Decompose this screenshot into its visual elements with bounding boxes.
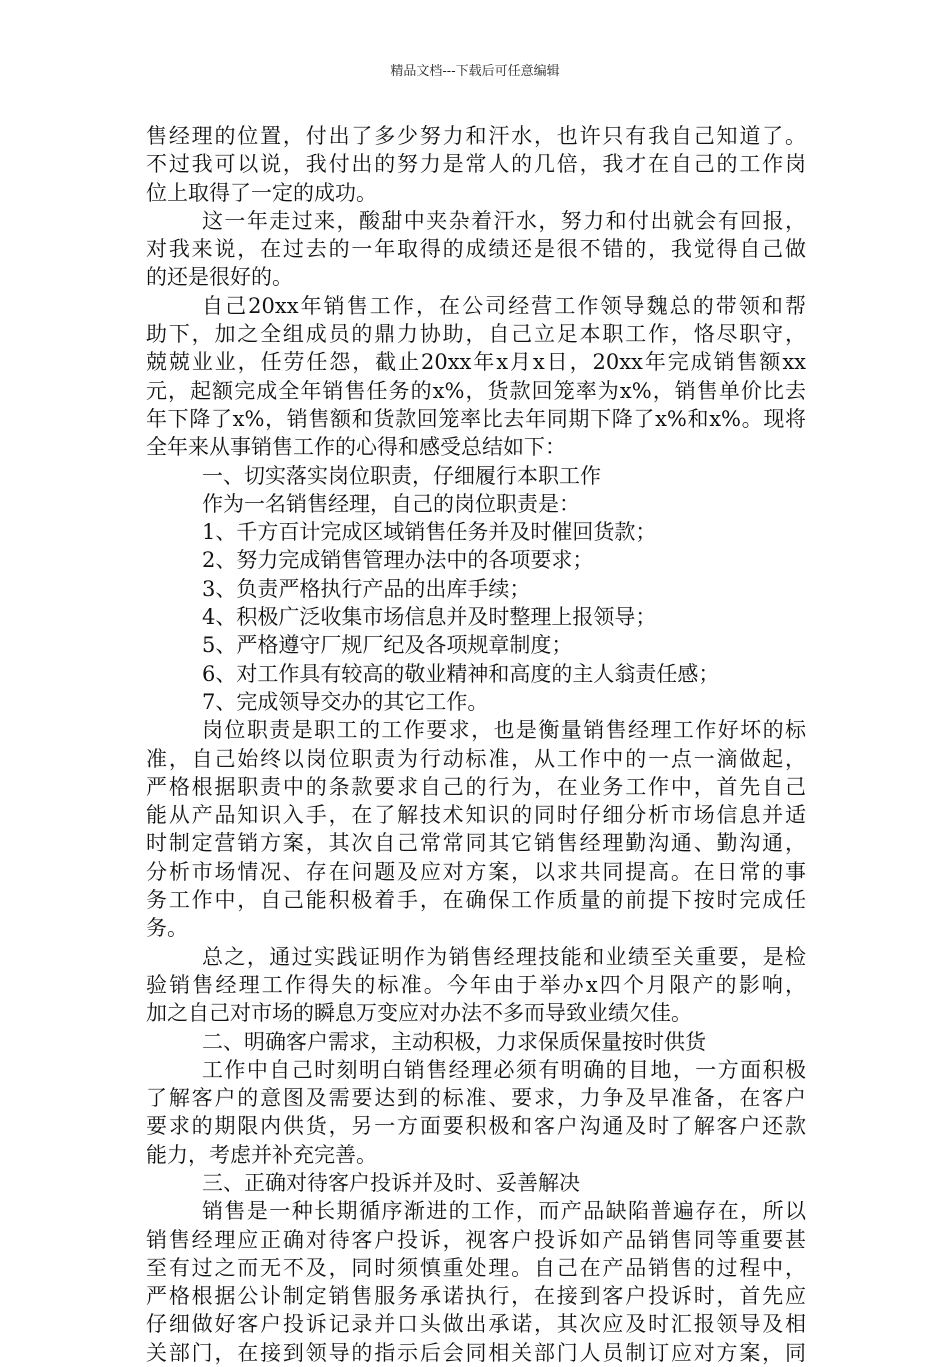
- text-line: 兢兢业业，任劳任怨，截止20xx年x月x日，20xx年完成销售额xx: [146, 350, 806, 375]
- page-header: 精品文档---下载后可任意编辑: [390, 64, 560, 79]
- text-line: 销售经理应正确对待客户投诉，视客户投诉如产品销售同等重要甚: [146, 1227, 806, 1252]
- text-line: 二、明确客户需求，主动积极，力求保质保量按时供货: [202, 1029, 706, 1054]
- text-line: 时制定营销方案，其次自己常常同其它销售经理勤沟通、勤沟通，: [146, 831, 806, 856]
- text-line: 三、正确对待客户投诉并及时、妥善解决: [202, 1170, 580, 1195]
- text-line: 的还是很好的。: [146, 265, 293, 290]
- text-line: 位上取得了一定的成功。: [146, 180, 377, 205]
- text-line: 作为一名销售经理，自己的岗位职责是：: [202, 491, 580, 516]
- text-line: 务。: [146, 916, 188, 941]
- text-line: 6、对工作具有较高的敬业精神和高度的主人翁责任感；: [202, 661, 720, 686]
- text-line: 验销售经理工作得失的标准。今年由于举办x四个月限产的影响，: [146, 972, 806, 997]
- text-line: 3、负责严格执行产品的出库手续；: [202, 576, 531, 601]
- text-line: 元，起额完成全年销售任务的x%，货款回笼率为x%，销售单价比去: [146, 378, 806, 403]
- text-line: 对我来说，在过去的一年取得的成绩还是很不错的，我觉得自己做: [146, 237, 806, 262]
- text-line: 能力，考虑并补充完善。: [146, 1142, 377, 1167]
- text-line: 严格根据职责中的条款要求自己的行为，在业务工作中，首先自己: [146, 774, 806, 799]
- text-line: 7、完成领导交办的其它工作。: [202, 689, 489, 714]
- text-line: 工作中自己时刻明白销售经理必须有明确的目地，一方面积极: [202, 1057, 806, 1082]
- text-line: 务工作中，自己能积极着手，在确保工作质量的前提下按时完成任: [146, 888, 806, 913]
- text-line: 2、努力完成销售管理办法中的各项要求；: [202, 548, 594, 573]
- text-line: 关部门，在接到领导的指示后会同相关部门人员制订应对方案，同: [146, 1340, 806, 1365]
- text-line: 总之，通过实践证明作为销售经理技能和业绩至关重要，是检: [202, 944, 806, 969]
- text-line: 这一年走过来，酸甜中夹杂着汗水，努力和付出就会有回报，: [202, 208, 806, 233]
- text-line: 1、千方百计完成区域销售任务并及时催回货款；: [202, 520, 657, 545]
- text-line: 助下，加之全组成员的鼎力协助，自己立足本职工作，恪尽职守，: [146, 322, 806, 347]
- text-line: 4、积极广泛收集市场信息并及时整理上报领导；: [202, 605, 657, 630]
- text-line: 年下降了x%，销售额和货款回笼率比去年同期下降了x%和x%。现将: [146, 406, 806, 431]
- text-line: 要求的期限内供货，另一方面要积极和客户沟通及时了解客户还款: [146, 1114, 806, 1139]
- text-line: 仔细做好客户投诉记录并口头做出承诺，其次应及时汇报领导及相: [146, 1312, 806, 1337]
- text-line: 加之自己对市场的瞬息万变应对办法不多而导致业绩欠佳。: [146, 1001, 692, 1026]
- text-line: 自己20xx年销售工作，在公司经营工作领导魏总的带领和帮: [202, 293, 806, 318]
- text-line: 一、切实落实岗位职责，仔细履行本职工作: [202, 463, 601, 488]
- text-line: 能从产品知识入手，在了解技术知识的同时仔细分析市场信息并适: [146, 803, 806, 828]
- text-line: 至有过之而无不及，同时须慎重处理。自己在产品销售的过程中，: [146, 1255, 806, 1280]
- text-line: 准，自己始终以岗位职责为行动标准，从工作中的一点一滴做起，: [146, 746, 806, 771]
- text-line: 了解客户的意图及需要达到的标准、要求，力争及早准备，在客户: [146, 1086, 806, 1111]
- document-body: [146, 122, 806, 1367]
- text-line: 分析市场情况、存在问题及应对方案，以求共同提高。在日常的事: [146, 859, 806, 884]
- text-line: 全年来从事销售工作的心得和感受总结如下：: [146, 435, 566, 460]
- text-line: 5、严格遵守厂规厂纪及各项规章制度；: [202, 633, 573, 658]
- text-line: 售经理的位置，付出了多少努力和汗水，也许只有我自己知道了。: [146, 124, 806, 148]
- text-line: 岗位职责是职工的工作要求，也是衡量销售经理工作好坏的标: [202, 718, 806, 743]
- text-line: 不过我可以说，我付出的努力是常人的几倍，我才在自己的工作岗: [146, 152, 806, 177]
- text-line: 销售是一种长期循序渐进的工作，而产品缺陷普遍存在，所以: [202, 1199, 806, 1224]
- text-line: 严格根据公讣制定销售服务承诺执行，在接到客户投诉时，首先应: [146, 1284, 806, 1309]
